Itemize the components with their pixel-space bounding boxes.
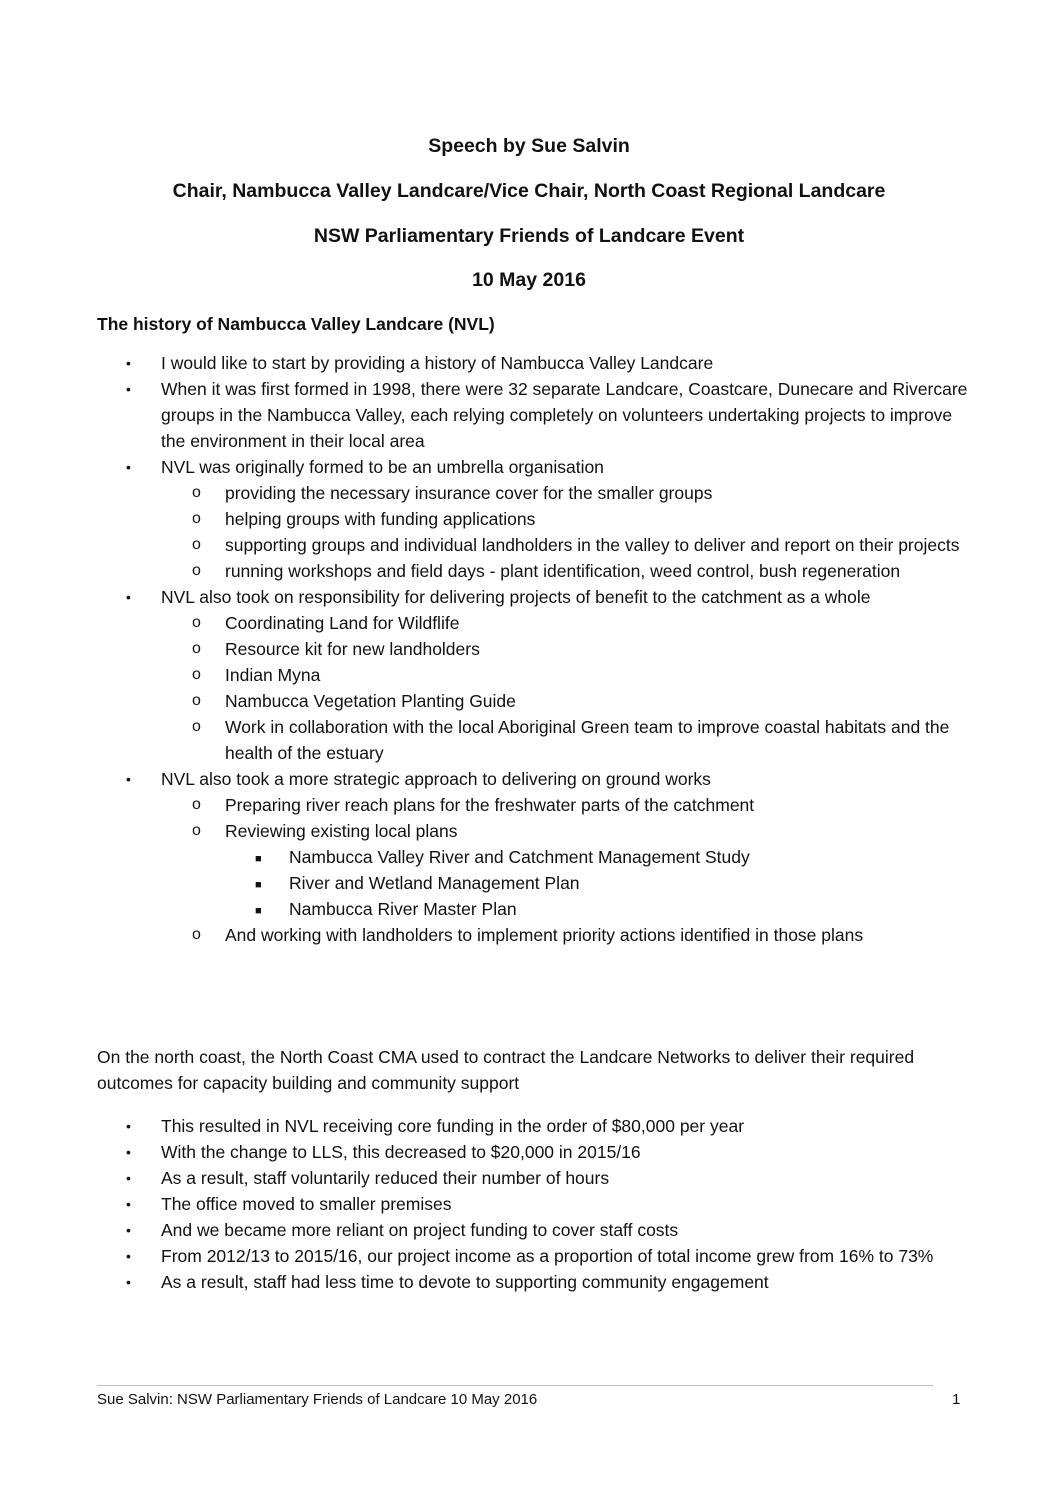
list-item-text: The office moved to smaller premises <box>161 1194 452 1214</box>
list-item-text: NVL also took a more strategic approach to delivering on ground works <box>161 769 711 789</box>
list-item <box>97 818 977 844</box>
list-item-text: running workshops and field days - plant identification, weed control, bush regeneration <box>225 561 901 581</box>
list-item-text: Nambucca River Master Plan <box>289 899 517 919</box>
list-item <box>97 454 977 480</box>
bullet-marker: o <box>192 484 201 501</box>
list-item-text: supporting groups and individual landholders in the valley to deliver and report on their projects <box>225 535 960 555</box>
list-item <box>97 1139 977 1165</box>
bullet-marker: o <box>192 692 201 709</box>
list-item-text: Work in collaboration with the local Aboriginal Green team to improve coastal habitats and the health of the estuary <box>225 717 950 763</box>
list-item <box>97 506 977 532</box>
history-list <box>97 350 977 948</box>
list-item-text: With the change to LLS, this decreased to $20,000 in 2015/16 <box>161 1142 641 1162</box>
list-item-text: Nambucca Valley River and Catchment Management Study <box>289 847 750 867</box>
list-item-text: And we became more reliant on project funding to cover staff costs <box>161 1220 679 1240</box>
list-item-text: helping groups with funding applications <box>225 509 536 529</box>
body-paragraph: On the north coast, the North Coast CMA used to contract the Landcare Networks to deliver their required outcomes for capacity building and community support <box>97 1047 915 1093</box>
list-item-text: Indian Myna <box>225 665 321 685</box>
list-item <box>97 662 977 688</box>
list-item-text: When it was first formed in 1998, there were 32 separate Landcare, Coastcare, Dunecare and Rivercare groups in the Nambucca Valley, each relying completely on volunteers undertaking projects to improve the environment in their local area <box>161 379 968 451</box>
funding-list <box>97 1113 977 1295</box>
list-item-text: River and Wetland Management Plan <box>289 873 580 893</box>
bullet-marker: • <box>126 355 131 371</box>
page-number: 1 <box>952 1391 961 1408</box>
bullet-marker: • <box>126 1144 131 1160</box>
bullet-marker: o <box>192 614 201 631</box>
list-item <box>97 870 977 896</box>
list-item <box>97 376 977 454</box>
bullet-marker: ■ <box>255 853 262 865</box>
list-item <box>97 1113 977 1139</box>
event-name: NSW Parliamentary Friends of Landcare Event <box>313 225 745 247</box>
bullet-marker: • <box>126 1196 131 1212</box>
bullet-marker: • <box>126 1118 131 1134</box>
list-item <box>97 844 977 870</box>
list-item <box>97 792 977 818</box>
list-item <box>97 350 977 376</box>
bullet-marker: o <box>192 640 201 657</box>
bullet-marker: o <box>192 796 201 813</box>
list-item-text: Coordinating Land for Wildflife <box>225 613 460 633</box>
list-item-text: Reviewing existing local plans <box>225 821 458 841</box>
bullet-marker: • <box>126 1170 131 1186</box>
section-heading: The history of Nambucca Valley Landcare (NVL) <box>97 314 495 334</box>
list-item <box>97 1217 977 1243</box>
bullet-marker: o <box>192 510 201 527</box>
list-item <box>97 896 977 922</box>
bullet-marker: o <box>192 926 201 943</box>
bullet-marker: o <box>192 822 201 839</box>
list-item-text: As a result, staff had less time to devote to supporting community engagement <box>161 1272 769 1292</box>
bullet-marker: o <box>192 666 201 683</box>
list-item-text: This resulted in NVL receiving core funding in the order of $80,000 per year <box>161 1116 745 1136</box>
bullet-marker: o <box>192 536 201 553</box>
event-date: 10 May 2016 <box>472 269 586 291</box>
bullet-marker: • <box>126 771 131 787</box>
list-item <box>97 558 977 584</box>
list-item-text: Preparing river reach plans for the freshwater parts of the catchment <box>225 795 755 815</box>
list-item <box>97 1165 977 1191</box>
list-item <box>97 610 977 636</box>
bullet-marker: • <box>126 459 131 475</box>
list-item-text: And working with landholders to implement priority actions identified in those plans <box>225 925 864 945</box>
bullet-marker: ■ <box>255 879 262 891</box>
list-item-text: From 2012/13 to 2015/16, our project income as a proportion of total income grew from 16% to 73% <box>161 1246 934 1266</box>
bullet-marker: o <box>192 718 201 735</box>
list-item-text: Resource kit for new landholders <box>225 639 480 659</box>
bullet-marker: • <box>126 1248 131 1264</box>
bullet-marker: • <box>126 1274 131 1290</box>
speaker-role: Chair, Nambucca Valley Landcare/Vice Chair, North Coast Regional Landcare <box>172 180 886 202</box>
list-item <box>97 922 977 948</box>
footer-divider <box>97 1385 933 1386</box>
list-item <box>97 1191 977 1217</box>
list-item <box>97 766 977 792</box>
bullet-marker: ■ <box>255 905 262 917</box>
list-item <box>97 636 977 662</box>
list-item <box>97 714 977 766</box>
list-item <box>97 480 977 506</box>
footer-text: Sue Salvin: NSW Parliamentary Friends of Landcare 10 May 2016 <box>97 1391 538 1408</box>
list-item <box>97 1269 977 1295</box>
list-item <box>97 532 977 558</box>
list-item-text: As a result, staff voluntarily reduced their number of hours <box>161 1168 610 1188</box>
bullet-marker: • <box>126 381 131 397</box>
list-item-text: NVL also took on responsibility for delivering projects of benefit to the catchment as a whole <box>161 587 871 607</box>
list-item <box>97 1243 977 1269</box>
bullet-marker: o <box>192 562 201 579</box>
bullet-marker: • <box>126 1222 131 1238</box>
list-item-text: providing the necessary insurance cover for the smaller groups <box>225 483 713 503</box>
list-item-text: Nambucca Vegetation Planting Guide <box>225 691 516 711</box>
list-item-text: I would like to start by providing a history of Nambucca Valley Landcare <box>161 353 714 373</box>
speech-title: Speech by Sue Salvin <box>428 135 630 157</box>
list-item <box>97 688 977 714</box>
bullet-marker: • <box>126 589 131 605</box>
list-item <box>97 584 977 610</box>
list-item-text: NVL was originally formed to be an umbrella organisation <box>161 457 604 477</box>
